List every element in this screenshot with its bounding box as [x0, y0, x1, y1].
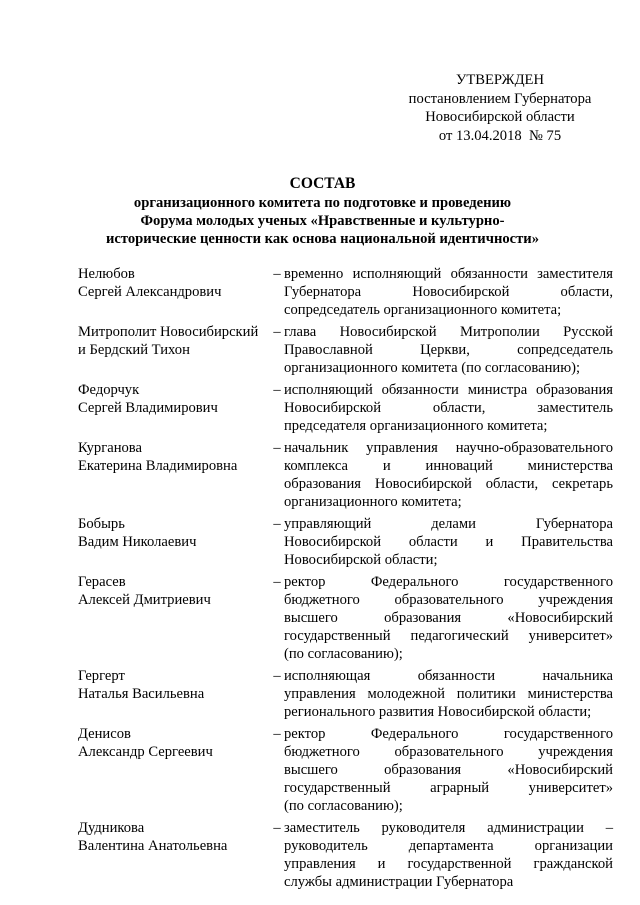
approval-region-line: Новосибирской области — [425, 109, 575, 125]
position-line: Губернатора Новосибирской области, — [284, 284, 613, 300]
member-given-names: Сергей Владимирович — [78, 400, 218, 416]
dash-separator: – — [273, 266, 281, 282]
position-line: Новосибирской области, заместитель — [284, 400, 613, 416]
member-given-names: и Бердский Тихон — [78, 342, 190, 358]
member-name — [78, 265, 270, 301]
approval-resolution-line: постановлением Губернатора — [408, 90, 592, 107]
member-name — [78, 515, 270, 551]
position-line: заместитель руководителя администрации – — [284, 820, 613, 836]
dash-separator: – — [273, 440, 281, 456]
position-line: глава Новосибирской Митрополии Русской — [284, 324, 613, 340]
title-main: СОСТАВ — [289, 175, 356, 192]
position-line: руководитель департамента организации — [284, 838, 613, 854]
title-line-3: исторические ценности как основа национальной идентичности» — [105, 231, 540, 247]
member-given-names: Наталья Васильевна — [78, 686, 205, 702]
member-position — [284, 819, 613, 891]
position-line: высшего образования «Новосибирский — [284, 610, 613, 626]
member-name — [78, 725, 270, 761]
member-surname: Митрополит Новосибирский — [78, 324, 259, 340]
dash-separator: – — [273, 516, 281, 532]
member-entry — [78, 265, 613, 319]
member-entry — [78, 515, 613, 569]
member-surname: Гергерт — [78, 668, 125, 684]
member-position — [284, 265, 613, 319]
member-position — [284, 439, 613, 511]
position-line: ректор Федерального государственного — [284, 726, 613, 742]
position-line: образования Новосибирской области, секретарь — [284, 476, 613, 492]
member-surname: Герасев — [78, 574, 126, 590]
position-line: Православной Церкви, сопредседатель — [284, 342, 613, 358]
approval-stamp — [400, 71, 600, 145]
member-position — [284, 381, 613, 435]
position-line: организационного комитета; — [284, 494, 462, 510]
member-given-names: Сергей Александрович — [78, 284, 222, 300]
member-position — [284, 573, 613, 663]
member-given-names: Александр Сергеевич — [78, 744, 213, 760]
member-name — [78, 323, 270, 359]
approval-date-number: от 13.04.2018 № 75 — [438, 127, 562, 144]
position-line: комплекса и инноваций министерства — [284, 458, 613, 474]
member-entry — [78, 323, 613, 377]
position-line: службы администрации Губернатора — [284, 874, 514, 890]
position-line: начальник управления научно-образовательного — [284, 440, 613, 456]
position-line: управления молодежной политики министерства — [284, 686, 613, 702]
member-entry — [78, 381, 613, 435]
member-entry — [78, 667, 613, 721]
member-entry — [78, 725, 613, 815]
title-line-1: организационного комитета по подготовке и проведению — [133, 195, 512, 211]
member-position — [284, 667, 613, 721]
member-entry — [78, 439, 613, 511]
member-surname: Курганова — [78, 440, 142, 456]
position-line: государственный аграрный университет» — [284, 780, 613, 796]
member-given-names: Екатерина Владимировна — [78, 458, 238, 474]
dash-separator: – — [273, 726, 281, 742]
member-entry — [78, 819, 613, 891]
document-title — [60, 175, 585, 248]
member-name — [78, 381, 270, 417]
position-line: исполняющая обязанности начальника — [284, 668, 613, 684]
dash-separator: – — [273, 820, 281, 836]
position-line: высшего образования «Новосибирский — [284, 762, 613, 778]
member-given-names: Валентина Анатольевна — [78, 838, 228, 854]
position-line: (по согласованию); — [284, 798, 403, 814]
position-line: организационного комитета (по согласованию); — [284, 360, 581, 376]
committee-members-list — [78, 265, 613, 895]
member-surname: Денисов — [78, 726, 131, 742]
member-name — [78, 819, 270, 855]
title-line-2: Форума молодых ученых «Нравственные и культурно- — [140, 213, 505, 229]
member-given-names: Вадим Николаевич — [78, 534, 197, 550]
position-line: председателя организационного комитета; — [284, 418, 548, 434]
dash-separator: – — [273, 324, 281, 340]
member-surname: Нелюбов — [78, 266, 135, 282]
position-line: управляющий делами Губернатора — [284, 516, 613, 532]
position-line: государственный педагогический университет» — [284, 628, 613, 644]
member-position — [284, 725, 613, 815]
position-line: бюджетного образовательного учреждения — [284, 744, 613, 760]
dash-separator: – — [273, 382, 281, 398]
position-line: Новосибирской области; — [284, 552, 438, 568]
position-line: Новосибирской области и Правительства — [284, 534, 613, 550]
member-entry — [78, 573, 613, 663]
approval-heading: УТВЕРЖДЕН — [456, 72, 544, 88]
member-name — [78, 667, 270, 703]
position-line: управления и государственной гражданской — [284, 856, 613, 872]
position-line: исполняющий обязанности министра образования — [284, 382, 613, 398]
position-line: регионального развития Новосибирской области; — [284, 704, 592, 720]
member-surname: Дудникова — [78, 820, 145, 836]
member-position — [284, 323, 613, 377]
member-name — [78, 573, 270, 609]
dash-separator: – — [273, 668, 281, 684]
dash-separator: – — [273, 574, 281, 590]
position-line: сопредседатель организационного комитета; — [284, 302, 562, 318]
position-line: (по согласованию); — [284, 646, 403, 662]
member-surname: Бобырь — [78, 516, 125, 532]
position-line: бюджетного образовательного учреждения — [284, 592, 613, 608]
member-position — [284, 515, 613, 569]
member-surname: Федорчук — [78, 382, 140, 398]
position-line: временно исполняющий обязанности заместителя — [284, 266, 613, 282]
member-given-names: Алексей Дмитриевич — [78, 592, 211, 608]
position-line: ректор Федерального государственного — [284, 574, 613, 590]
member-name — [78, 439, 270, 475]
